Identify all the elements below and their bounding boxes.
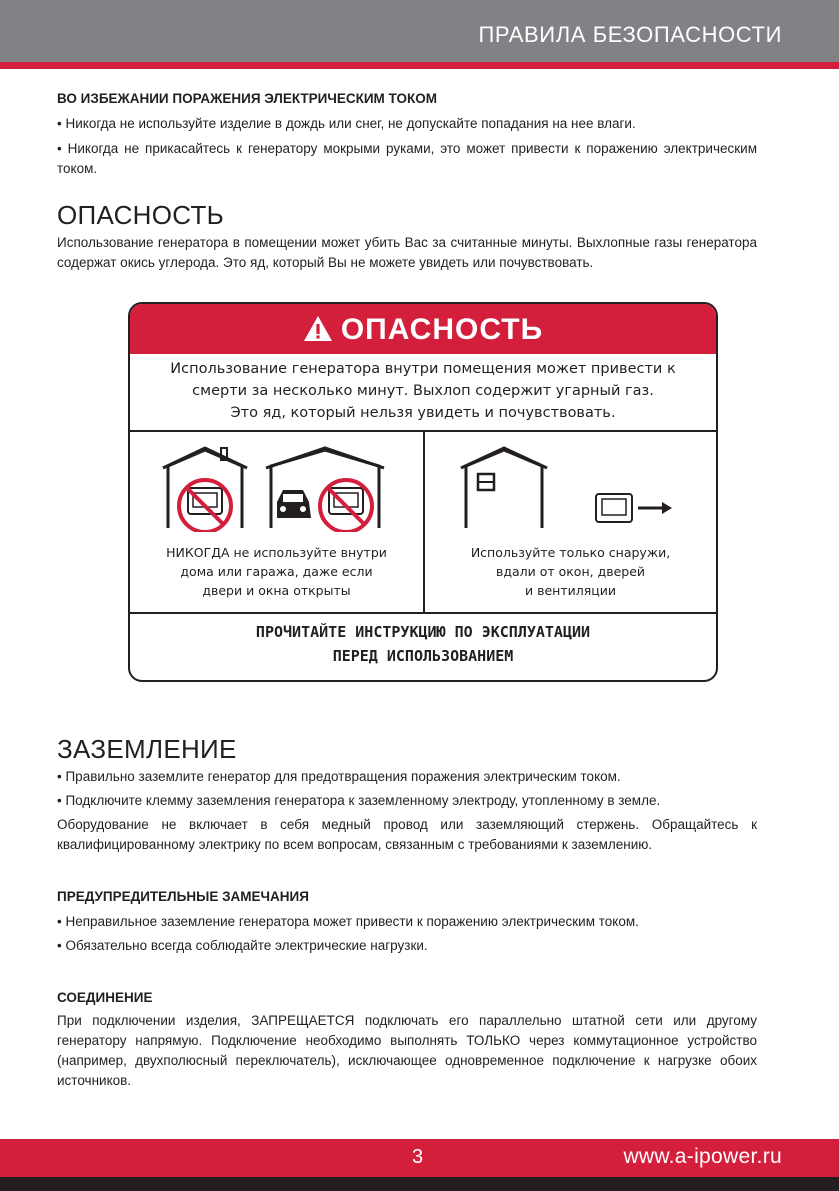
danger-sign — [128, 302, 718, 682]
grounding-item: • Правильно заземлите генератор для предотвращения поражения электрическим током. — [57, 769, 621, 784]
sign-right-caption — [425, 543, 716, 600]
grounding-item: • Подключите клемму заземления генератора к заземленному электроду, утопленному в земле. — [57, 793, 661, 808]
grounding-text: Оборудование не включает в себя медный провод или заземляющий стержень. Обращайтесь к квалифицированному электрику по всем вопросам, связанным с требованиями к заземлению. — [57, 817, 757, 852]
caption-line: вдали от окон, дверей — [495, 564, 646, 579]
grounding-section — [57, 734, 757, 855]
caption-line: НИКОГДА не используйте внутри — [166, 545, 387, 560]
sign-message-line: Это яд, который нельзя увидеть и почувствовать. — [230, 405, 616, 421]
sign-left-caption — [130, 543, 423, 600]
danger-heading: ОПАСНОСТЬ — [57, 200, 225, 230]
header-accent-stripe — [0, 62, 839, 69]
connection-text: При подключении изделия, ЗАПРЕЩАЕТСЯ подключать его параллельно штатной сети или другому генератору напрямую. Подключение необходимо выполнять ТОЛЬКО через коммутационное устройство (например, двухполюсный переключатель), исключающее одновременное подключение к нагрузке обоих источников. — [57, 1013, 757, 1088]
danger-text: Использование генератора в помещении может убить Вас за считанные минуты. Выхлопные газы генератора содержат окись углерода. Это яд, который Вы не можете увидеть или почувствовать. — [57, 235, 757, 270]
sign-header — [130, 304, 716, 354]
sign-message — [130, 358, 716, 424]
warnings-item: • Обязательно всегда соблюдайте электрические нагрузки. — [57, 938, 428, 953]
sign-title: ОПАСНОСТЬ — [340, 313, 544, 346]
sign-footer — [130, 620, 716, 668]
caption-line: и вентиляции — [525, 583, 616, 598]
shock-section — [57, 91, 757, 179]
sign-footer-line: ПЕРЕД ИСПОЛЬЗОВАНИЕМ — [332, 647, 514, 665]
header-title: ПРАВИЛА БЕЗОПАСНОСТИ — [478, 22, 782, 47]
warning-triangle-icon — [303, 315, 333, 342]
house-no-generator-icon — [160, 444, 250, 532]
connection-section — [57, 990, 757, 1091]
header-bar — [0, 0, 839, 62]
grounding-heading: ЗАЗЕМЛЕНИЕ — [57, 734, 237, 764]
shock-heading: ВО ИЗБЕЖАНИИ ПОРАЖЕНИЯ ЭЛЕКТРИЧЕСКИМ ТОКОМ — [57, 91, 437, 106]
sign-footer-line: ПРОЧИТАЙТЕ ИНСТРУКЦИЮ ПО ЭКСПЛУАТАЦИИ — [255, 623, 591, 641]
shock-item: • Никогда не используйте изделие в дождь или снег, не допускайте попадания на нее влаги. — [57, 116, 636, 131]
warnings-section — [57, 889, 757, 956]
warnings-heading: ПРЕДУПРЕДИТЕЛЬНЫЕ ЗАМЕЧАНИЯ — [57, 889, 309, 904]
warnings-item: • Неправильное заземление генератора может привести к поражению электрическим током. — [57, 914, 639, 929]
footer-bottom-stripe — [0, 1177, 839, 1191]
sign-divider — [130, 612, 716, 614]
garage-no-generator-icon — [263, 444, 387, 532]
generator-outside-arrow-icon — [594, 490, 674, 530]
caption-line: Используйте только снаружи, — [470, 545, 671, 560]
connection-heading: СОЕДИНЕНИЕ — [57, 990, 153, 1005]
caption-line: двери и окна открыты — [202, 583, 351, 598]
danger-section — [57, 200, 757, 273]
caption-line: дома или гаража, даже если — [180, 564, 373, 579]
website-link[interactable]: www.a-ipower.ru — [623, 1145, 782, 1168]
shock-item: • Никогда не прикасайтесь к генератору мокрыми руками, это может привести к поражению электрическим током. — [57, 141, 757, 176]
sign-message-line: Использование генератора внутри помещения может привести к — [170, 361, 676, 377]
page-number: 3 — [412, 1146, 424, 1168]
house-outside-icon — [458, 444, 550, 532]
sign-message-line: смерти за несколько минут. Выхлоп содержит угарный газ. — [192, 383, 654, 399]
